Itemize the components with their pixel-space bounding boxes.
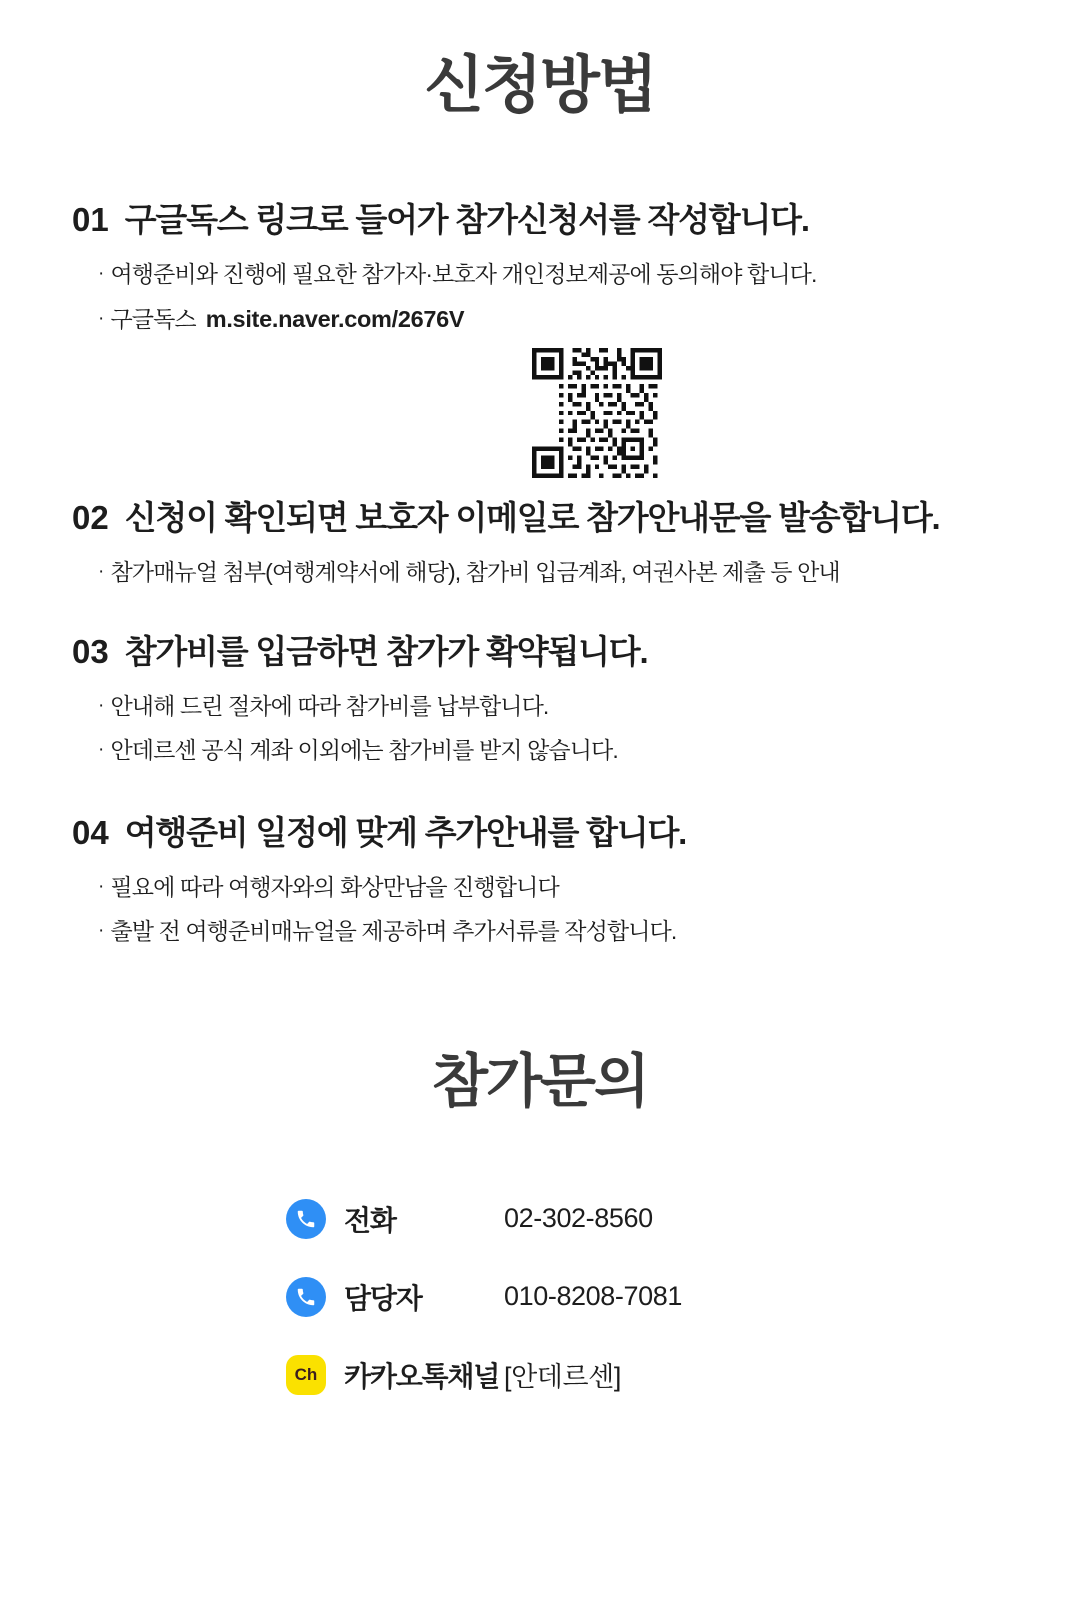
steps-list [0, 198, 1080, 950]
step-number-04: 04 [72, 814, 109, 852]
step-title-04: 여행준비 일정에 맞게 추가안내를 합니다. [124, 814, 687, 852]
bullet-item [98, 301, 1012, 338]
step-heading-01 [72, 198, 1012, 243]
bullet-item [98, 257, 1012, 293]
step-title-01: 구글독스 링크로 들어가 참가신청서를 작성합니다. [124, 201, 809, 239]
step-bullets-04 [98, 870, 1012, 950]
phone-icon [286, 1199, 326, 1239]
contact-row-phone [286, 1180, 1080, 1258]
bullet-item [98, 555, 1012, 591]
bullet-text: 출발 전 여행준비매뉴얼을 제공하며 추가서류를 작성합니다. [110, 918, 677, 945]
contact-value[interactable]: 02-302-8560 [504, 1203, 653, 1234]
step-item-02 [72, 496, 1012, 590]
bullet-text: 필요에 따라 여행자와의 화상만남을 진행합니다 [110, 873, 559, 900]
bullet-item [98, 914, 1012, 950]
contact-row-manager [286, 1258, 1080, 1336]
bullet-text: 여행준비와 진행에 필요한 참가자·보호자 개인정보제공에 동의해야 합니다. [110, 260, 817, 287]
contact-list [0, 1180, 1080, 1414]
bullet-text: 참가매뉴얼 첨부(여행계약서에 해당), 참가비 입금계좌, 여권사본 제출 등 안내 [110, 558, 840, 585]
step-item-04 [72, 811, 1012, 950]
bullet-dot-icon: · [98, 920, 104, 942]
step-bullets-01 [98, 257, 1012, 338]
qr-code[interactable] [532, 348, 662, 478]
bullet-dot-icon: · [98, 875, 104, 897]
step-item-03 [72, 630, 1012, 769]
step-heading-03 [72, 630, 1012, 675]
contact-label: 카카오톡채널 [344, 1360, 500, 1392]
step-bullets-02 [98, 555, 1012, 591]
qr-code-wrap [532, 348, 1012, 478]
google-docs-link[interactable]: m.site.naver.com/2676V [205, 306, 465, 333]
contact-row-kakao [286, 1336, 1080, 1414]
contact-title: 참가문의 [431, 1048, 649, 1114]
bullet-text: 안내해 드린 절차에 따라 참가비를 납부합니다. [110, 692, 549, 719]
contact-section [0, 1050, 1080, 1414]
bullet-dot-icon: · [98, 262, 104, 284]
bullet-dot-icon: · [98, 694, 104, 716]
kakao-icon: Ch [286, 1355, 326, 1395]
bullet-dot-icon: · [98, 560, 104, 582]
contact-value[interactable]: [안데르센] [504, 1362, 621, 1393]
page-title: 신청방법 [424, 51, 656, 120]
step-number-03: 03 [72, 633, 109, 671]
step-number-02: 02 [72, 499, 109, 537]
bullet-dot-icon: · [98, 308, 104, 330]
bullet-text: 구글독스 [110, 306, 196, 333]
contact-label: 담당자 [344, 1282, 422, 1314]
bullet-item [98, 689, 1012, 725]
step-heading-02 [72, 496, 1012, 541]
bullet-text: 안데르센 공식 계좌 이외에는 참가비를 받지 않습니다. [110, 737, 618, 764]
contact-label: 전화 [344, 1204, 396, 1236]
bullet-item [98, 733, 1012, 769]
step-item-01 [72, 198, 1012, 478]
phone-icon [286, 1277, 326, 1317]
bullet-item [98, 870, 1012, 906]
bullet-dot-icon: · [98, 739, 104, 761]
step-bullets-03 [98, 689, 1012, 769]
step-title-03: 참가비를 입금하면 참가가 확약됩니다. [124, 633, 648, 671]
contact-value[interactable]: 010-8208-7081 [504, 1281, 682, 1312]
step-title-02: 신청이 확인되면 보호자 이메일로 참가안내문을 발송합니다. [124, 499, 940, 537]
step-number-01: 01 [72, 201, 109, 239]
step-heading-04 [72, 811, 1012, 856]
